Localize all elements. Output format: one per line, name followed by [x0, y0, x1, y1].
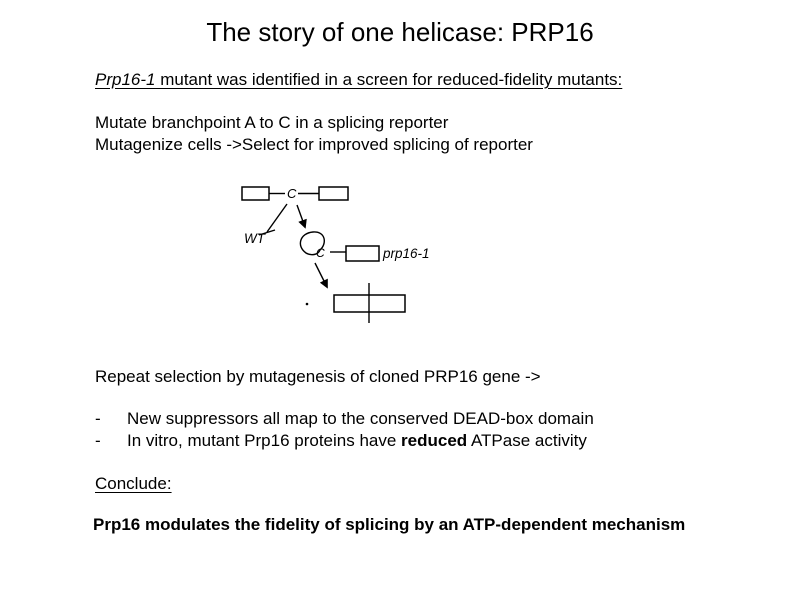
intro-line [95, 69, 622, 90]
bullet-2-post: ATPase activity [467, 431, 587, 450]
reporter-exon1-box [242, 187, 269, 200]
lariat-exon-box [346, 246, 379, 261]
branchpoint-c-label: C [287, 186, 297, 201]
bullet-2-text [127, 430, 587, 451]
conclude-heading: Conclude: [95, 474, 172, 493]
mutant-allele-label: prp16-1 [383, 246, 430, 261]
step-line-1: Mutate branchpoint A to C in a splicing reporter [95, 113, 449, 132]
mutant-path-arrow [297, 205, 305, 227]
repeat-selection-line: Repeat selection by mutagenesis of cloned PRP16 gene -> [95, 367, 541, 386]
bullet-item-1 [95, 408, 594, 429]
bullet-1-text: New suppressors all map to the conserved DEAD-box domain [127, 409, 594, 428]
spliced-mrna-box [334, 295, 405, 312]
bullet-2-pre: In vitro, mutant Prp16 proteins have [127, 431, 402, 450]
bullet-item-2 [95, 430, 587, 451]
gene-name-italic: Prp16-1 [95, 70, 156, 89]
slide-title: The story of one helicase: PRP16 [206, 17, 594, 47]
step-line-2: Mutagenize cells ->Select for improved splicing of reporter [95, 135, 533, 154]
wt-block-tick [259, 230, 275, 235]
small-dot [306, 303, 309, 306]
spliced-product-arrow [315, 263, 327, 287]
intro-line-rest: mutant was identified in a screen for reduced-fidelity mutants: [155, 70, 623, 89]
lariat-c-label: C [316, 246, 325, 260]
bullet-dash: - [95, 409, 101, 428]
bullet-2-bold-word: reduced [401, 431, 468, 450]
conclusion-statement: Prp16 modulates the fidelity of splicing by an ATP-dependent mechanism [93, 515, 686, 534]
bullet-dash: - [95, 431, 101, 450]
lariat-loop [300, 232, 324, 255]
wt-label: WT [244, 231, 265, 246]
reporter-exon2-box [319, 187, 348, 200]
wt-path-line [267, 204, 287, 232]
